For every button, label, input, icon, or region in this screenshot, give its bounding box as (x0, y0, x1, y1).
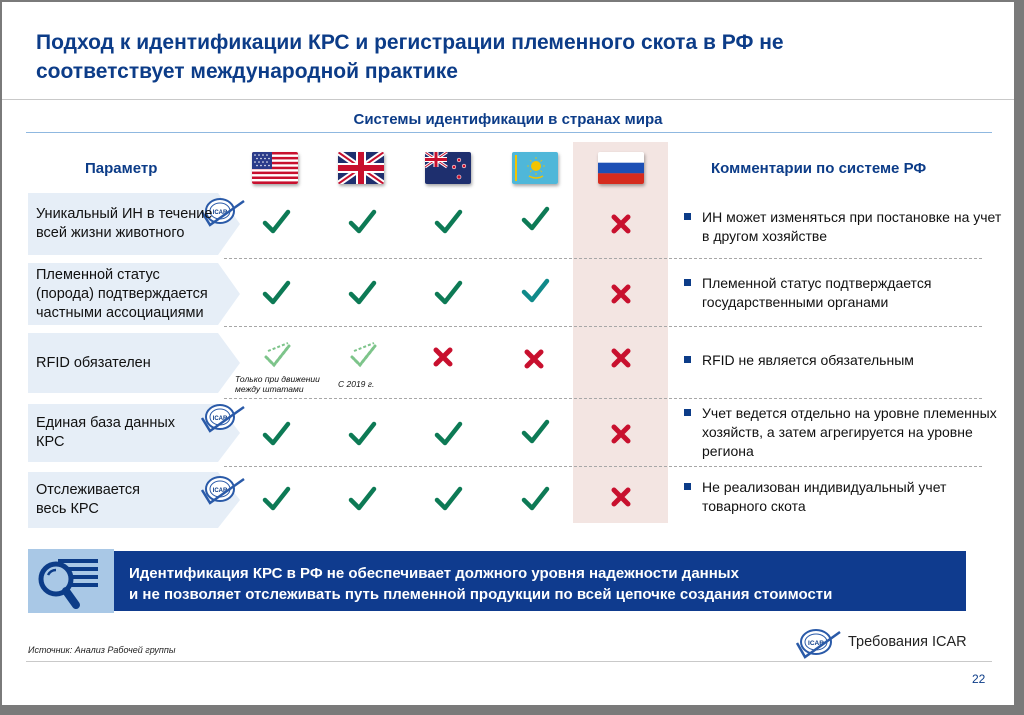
check-icon (339, 416, 385, 452)
param-single-database: Единая база данных КРС (28, 404, 218, 462)
param-breed-status: Племенной статус (порода) подтверждается частными ассоциациями (28, 263, 218, 325)
cross-icon (420, 339, 466, 375)
section-subtitle: Системы идентификации в странах мира (353, 111, 663, 128)
check-icon (253, 275, 299, 311)
param-unique-id: Уникальный ИН в течение всей жизни животного (28, 193, 218, 255)
bullet-icon (684, 279, 691, 286)
banner-line-1: Идентификация КРС в РФ не обеспечивает должного уровня надежности данных (129, 565, 739, 582)
kazakhstan-flag (512, 152, 558, 184)
page-number: 22 (972, 672, 986, 686)
footer-divider (26, 661, 992, 662)
rfid-note-uk: С 2019 г. (338, 379, 375, 389)
comment-1: ИН может изменяться при постановке на учет в другом хозяйстве (684, 208, 1012, 246)
bullet-icon (684, 409, 691, 416)
page-title: Подход к идентификации КРС и регистрации племенного скота в РФ не соответствует международной практике (36, 31, 784, 83)
param-all-cattle-tracked: Отслеживается весь КРС (28, 472, 218, 528)
bullet-icon (684, 213, 691, 220)
row-divider (224, 258, 982, 259)
comment-2: Племенной статус подтверждается государственными органами (684, 274, 1012, 312)
bullet-icon (684, 483, 691, 490)
check-icon (512, 481, 558, 517)
param-rfid: RFID обязателен (28, 333, 218, 393)
icar-badge-label: ICAR (808, 640, 824, 647)
param-header: Параметр (85, 160, 158, 177)
conclusion-banner (114, 551, 966, 611)
new-zealand-flag (425, 152, 471, 184)
comments-header: Комментарии по системе РФ (711, 160, 927, 177)
comment-4: Учет ведется отдельно на уровне племенных хозяйств, а затем агрегируется на уровне региона (684, 404, 1012, 461)
check-icon (253, 204, 299, 240)
rfid-note-usa: Только при движении между штатами (235, 374, 320, 394)
subtitle-divider (26, 132, 992, 133)
partial-check-icon (340, 338, 386, 374)
banner-icon-panel (28, 549, 114, 613)
param-arrow (218, 263, 240, 325)
source-note: Источник: Анализ Рабочей группы (28, 645, 176, 655)
row-divider (224, 326, 982, 327)
cross-icon (511, 341, 557, 377)
magnifier-document-icon (28, 549, 114, 613)
icar-badge-icon (198, 400, 248, 438)
check-icon (425, 416, 471, 452)
check-icon (339, 275, 385, 311)
check-icon (339, 204, 385, 240)
icar-badge-label: ICAR (212, 488, 228, 494)
check-icon (512, 273, 558, 309)
row-divider (224, 398, 982, 399)
check-icon (253, 481, 299, 517)
cross-icon (598, 479, 644, 515)
icar-legend-icon (792, 625, 844, 663)
cross-icon (598, 416, 644, 452)
comment-3: RFID не является обязательным (684, 351, 1012, 370)
check-icon (512, 201, 558, 237)
check-icon (425, 204, 471, 240)
title-divider (2, 99, 1014, 100)
icar-badge-label: ICAR (212, 416, 228, 422)
banner-line-2: и не позволяет отслеживать путь племенной продукции по всей цепочке создания стоимости (129, 586, 833, 603)
icar-badge-label: ICAR (212, 210, 228, 216)
icar-badge-icon (198, 472, 248, 510)
russia-flag (598, 152, 644, 184)
check-icon (425, 481, 471, 517)
slide (2, 2, 1014, 705)
row-divider (224, 466, 982, 467)
check-icon (253, 416, 299, 452)
partial-check-icon (254, 338, 300, 374)
check-icon (339, 481, 385, 517)
check-icon (425, 275, 471, 311)
cross-icon (598, 206, 644, 242)
cross-icon (598, 276, 644, 312)
uk-flag (338, 152, 384, 184)
comment-5: Не реализован индивидуальный учет товарного скота (684, 478, 1012, 516)
usa-flag (252, 152, 298, 184)
bullet-icon (684, 356, 691, 363)
icar-legend-label: Требования ICAR (848, 634, 967, 650)
check-icon (512, 414, 558, 450)
cross-icon (598, 340, 644, 376)
